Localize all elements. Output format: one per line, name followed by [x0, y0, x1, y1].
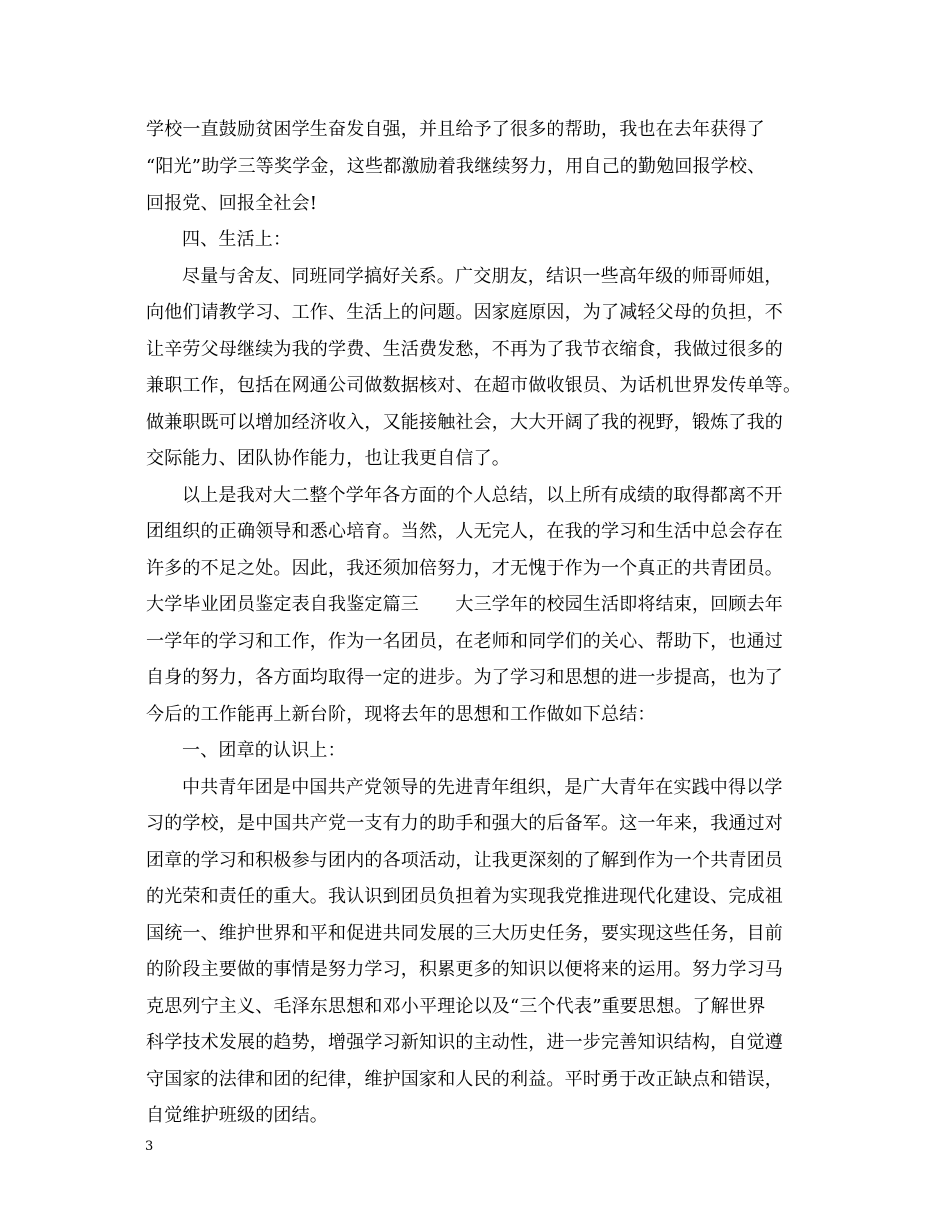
text-line: 兼职工作，包括在网通公司做数据核对、在超市做收银员、为话机世界发传单等。 — [146, 375, 802, 396]
text-line: 交际能力、团队协作能力，也让我更自信了。 — [146, 448, 510, 469]
text-line: 团章的学习和积极参与团内的各项活动，让我更深刻的了解到作为一个共青团员 — [146, 850, 783, 871]
text-line: 的阶段主要做的事情是努力学习，积累更多的知识以便将来的运用。努力学习马 — [146, 959, 783, 980]
text-line: 自身的努力，各方面均取得一定的进步。为了学习和思想的进一步提高，也为了 — [146, 667, 783, 688]
text-line: 自觉维护班级的团结。 — [146, 1105, 328, 1126]
text-line: 守国家的法律和团的纪律，维护国家和人民的利益。平时勇于改正缺点和错误， — [146, 1069, 783, 1090]
text-line: 许多的不足之处。因此，我还须加倍努力，才无愧于作为一个真正的共青团员。 — [146, 558, 783, 579]
text-line: 尽量与舍友、同班同学搞好关系。广交朋友，结识一些高年级的师哥师姐， — [182, 266, 783, 287]
text-line: 回报党、回报全社会! — [146, 193, 318, 214]
section-heading: 四、生活上： — [182, 229, 292, 250]
text-line: 学校一直鼓励贫困学生奋发自强，并且给予了很多的帮助，我也在去年获得了 — [146, 119, 765, 140]
text-line: 让辛劳父母继续为我的学费、生活费发愁，不再为了我节衣缩食，我做过很多的 — [146, 339, 783, 360]
text-line: 团组织的正确领导和悉心培育。当然，人无完人，在我的学习和生活中总会存在 — [146, 521, 783, 542]
text-line: 做兼职既可以增加经济收入，又能接触社会，大大开阔了我的视野，锻炼了我的 — [146, 412, 783, 433]
text-line: 克思列宁主义、毛泽东思想和邓小平理论以及“三个代表”重要思想。了解世界 — [146, 996, 766, 1017]
article-title-line: 大学毕业团员鉴定表自我鉴定篇三 大三学年的校园生活即将结束，回顾去年 — [146, 594, 783, 615]
text-line: 一学年的学习和工作，作为一名团员，在老师和同学们的关心、帮助下，也通过 — [146, 631, 783, 652]
text-line: 今后的工作能再上新台阶，现将去年的思想和工作做如下总结： — [146, 704, 656, 725]
text-line: 以上是我对大二整个学年各方面的个人总结，以上所有成绩的取得都离不开 — [182, 485, 783, 506]
page-number: 3 — [145, 1139, 154, 1154]
text-line: 国统一、维护世界和平和促进共同发展的三大历史任务，要实现这些任务，目前 — [146, 923, 783, 944]
section-heading: 一、团章的认识上： — [182, 740, 346, 761]
text-line: 习的学校，是中国共产党一支有力的助手和强大的后备军。这一年来，我通过对 — [146, 813, 783, 834]
text-line: “阳光”助学三等奖学金，这些都激励着我继续努力，用自己的勤勉回报学校、 — [146, 156, 766, 177]
text-line: 科学技术发展的趋势，增强学习新知识的主动性，进一步完善知识结构，自觉遵 — [146, 1032, 783, 1053]
text-line: 中共青年团是中国共产党领导的先进青年组织，是广大青年在实践中得以学 — [182, 777, 783, 798]
text-line: 向他们请教学习、工作、生活上的问题。因家庭原因，为了减轻父母的负担，不 — [146, 302, 783, 323]
text-line: 的光荣和责任的重大。我认识到团员负担着为实现我党推进现代化建设、完成祖 — [146, 886, 783, 907]
